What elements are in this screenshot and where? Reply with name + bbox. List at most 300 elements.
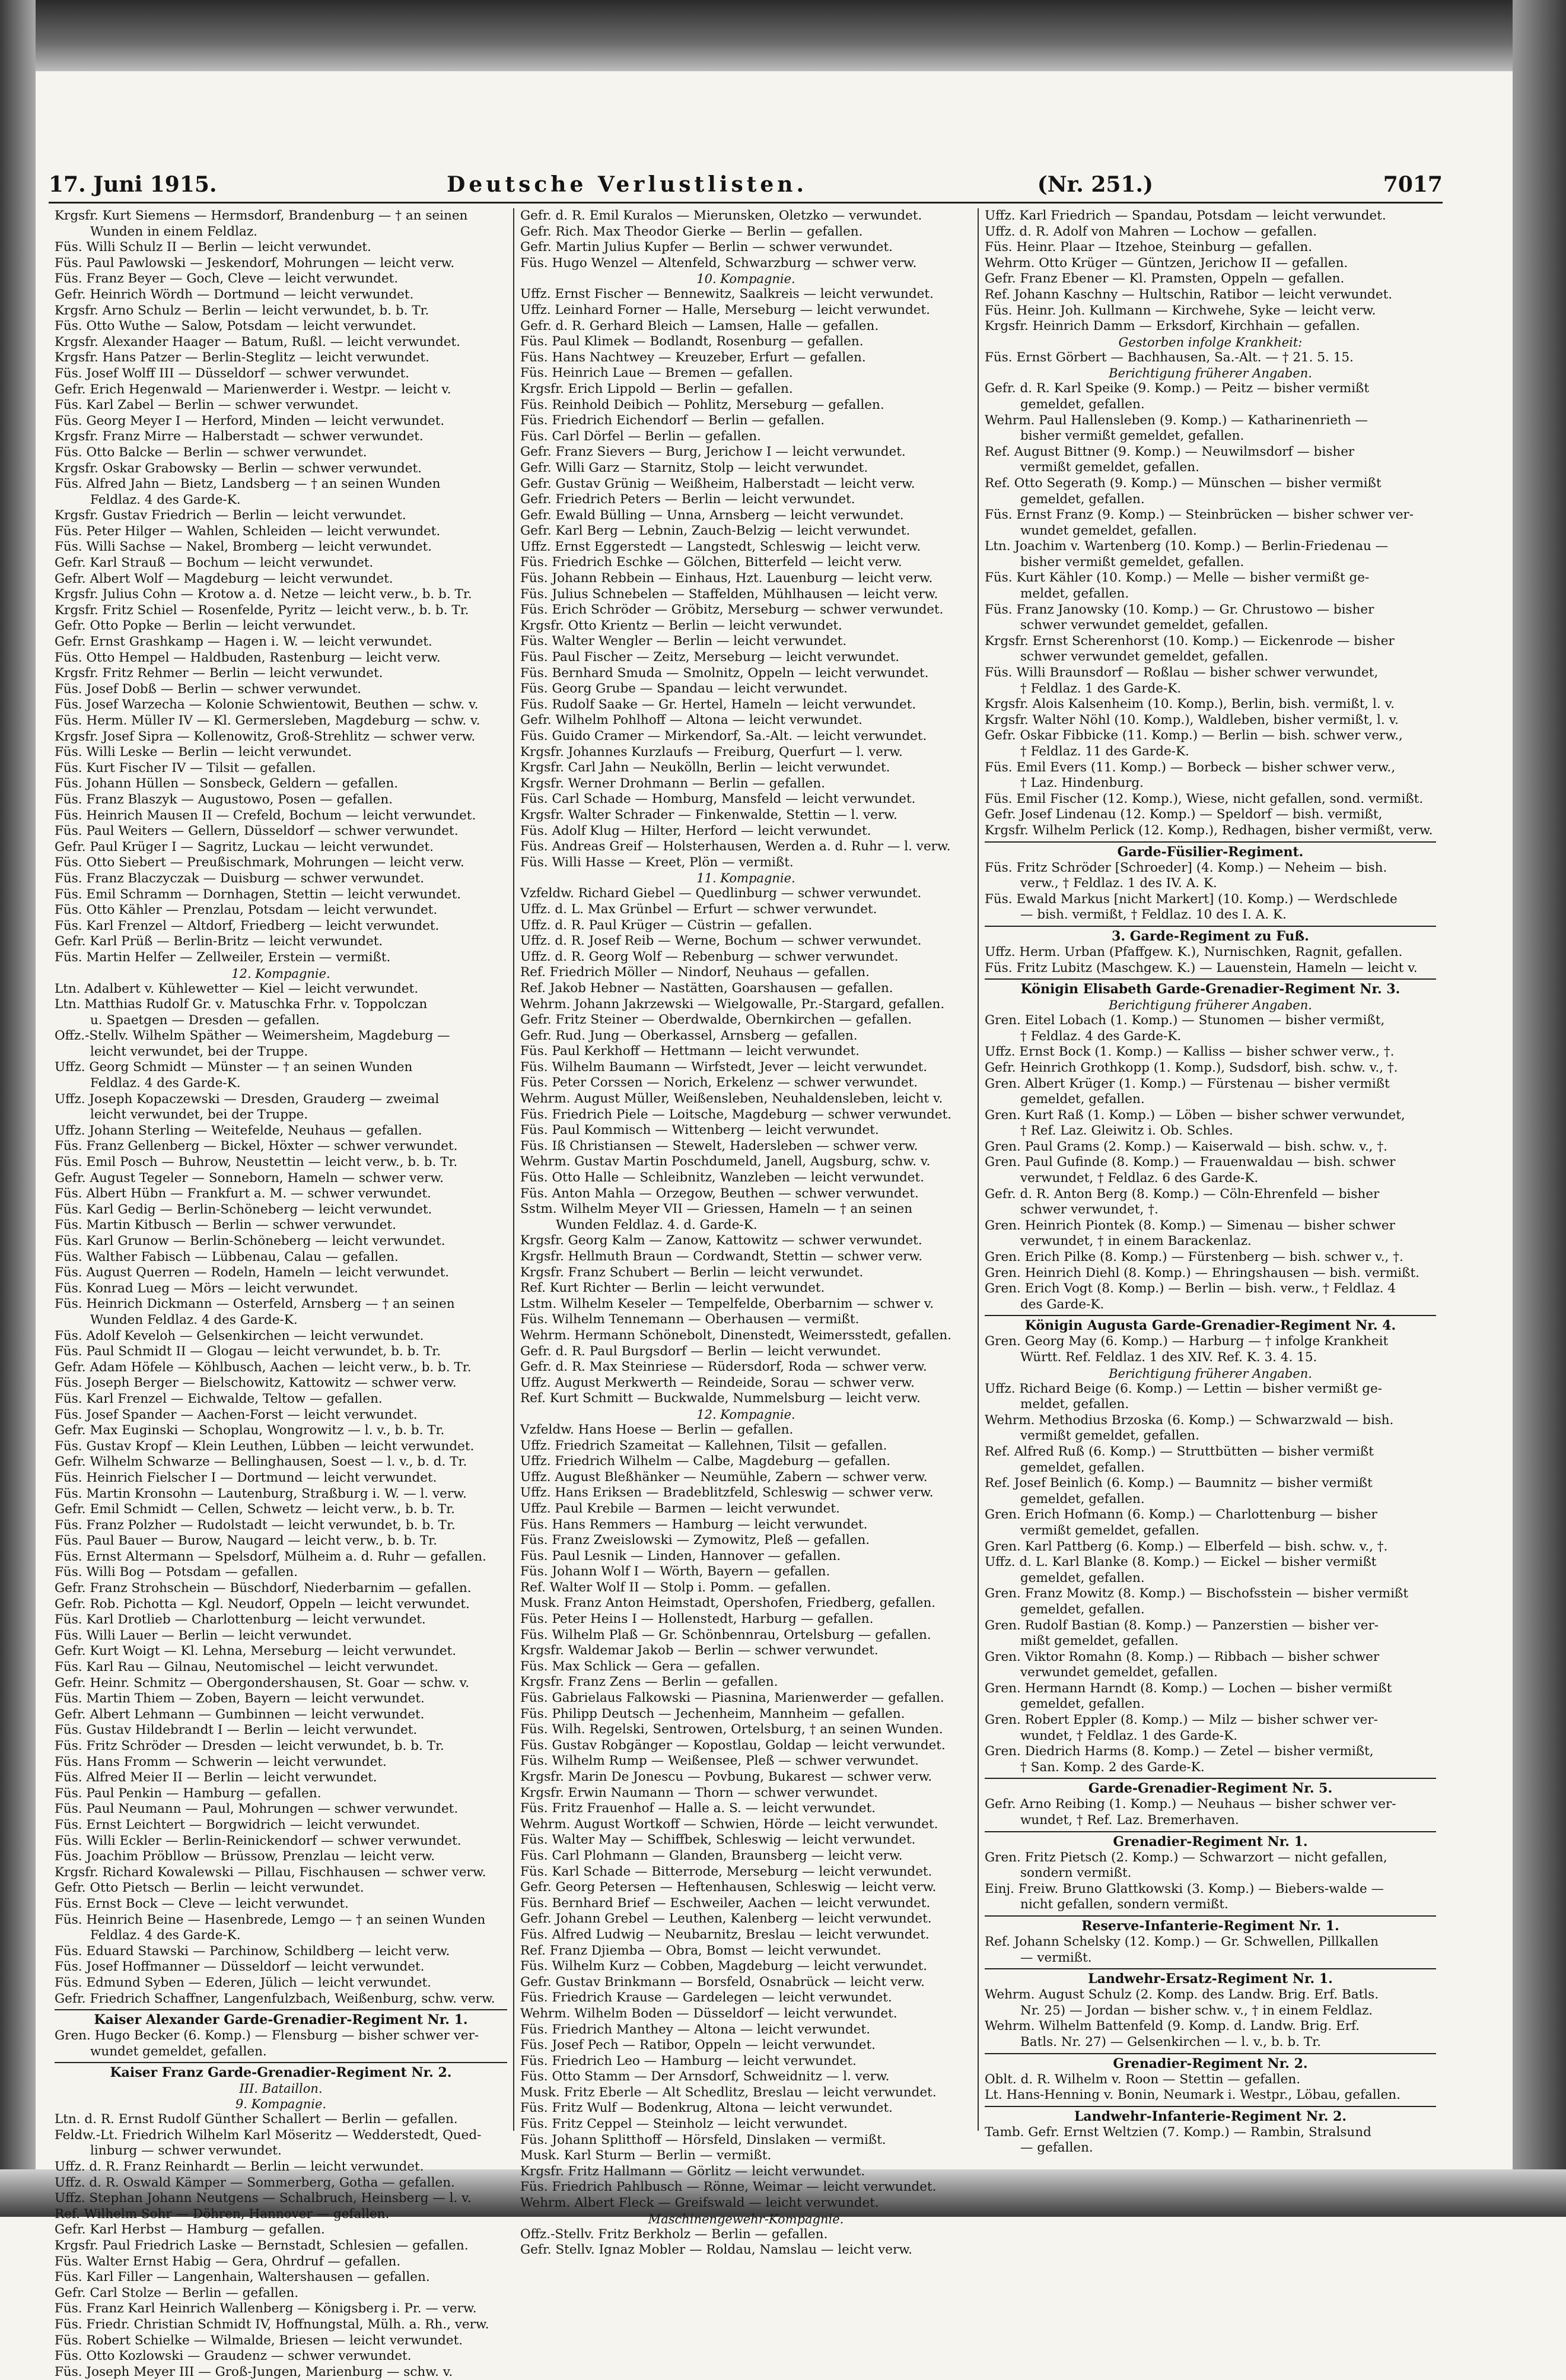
entry-line: Ref. Friedrich Möller — Nindorf, Neuhaus — gefallen. — [520, 965, 870, 980]
entry-line: Sstm. Wilhelm Meyer VII — Griessen, Hameln — † an seinen — [520, 1202, 913, 1217]
header-page-number: 7017 — [1383, 172, 1443, 197]
entry-line: Uffz. Paul Krebile — Barmen — leicht verwundet. — [520, 1501, 840, 1516]
entry-continuation: vermißt gemeldet, gefallen. — [1020, 1428, 1199, 1444]
entry-line: Gefr. Paul Krüger I — Sagritz, Luckau — leicht verwundet. — [55, 839, 434, 854]
entry-line: Gren. Diedrich Harms (8. Komp.) — Zetel — bisher vermißt, — [985, 1744, 1374, 1759]
entry-line: Füs. Peter Heins I — Hollenstedt, Harburg — gefallen. — [520, 1612, 874, 1627]
entry-line: Ref. Johann Kaschny — Hultschin, Ratibor — leicht verwundet. — [985, 287, 1393, 302]
entry-continuation: — vermißt. — [1020, 1950, 1092, 1965]
entry-line: Füs. Gustav Robgänger — Kopostlau, Goldap — leicht verwundet. — [520, 1737, 946, 1753]
entry-line: Oblt. d. R. Wilhelm v. Roon — Stettin — gefallen. — [985, 2071, 1301, 2087]
entry-line: Füs. Karl Frenzel — Altdorf, Friedberg — leicht verwundet. — [55, 918, 440, 933]
entry-line: Uffz. d. L. Karl Blanke (8. Komp.) — Eickel — bisher vermißt — [985, 1555, 1377, 1570]
entry-line: Gren. Erich Vogt (8. Komp.) — Berlin — bish. verw., † Feldlaz. 4 — [985, 1281, 1396, 1297]
entry-continuation: leicht verwundet, bei der Truppe. — [90, 1044, 308, 1059]
entry-line: Füs. Josef Spander — Aachen-Forst — leicht verwundet. — [55, 1407, 418, 1422]
entry-line: Füs. Bernhard Brief — Eschweiler, Aachen — leicht verwundet. — [520, 1895, 931, 1911]
entry-line: Uffz. Joseph Kopaczewski — Dresden, Grauderg — zweimal — [55, 1091, 440, 1107]
entry-line: Krgsfr. Carl Jahn — Neukölln, Berlin — leicht verwundet. — [520, 760, 890, 776]
entry-line: Wehrm. Albert Fleck — Greifswald — leicht verwundet. — [520, 2195, 879, 2211]
entry-line: Füs. Max Schlick — Gera — gefallen. — [520, 1658, 760, 1674]
section-heading: Reserve-Infanterie-Regiment Nr. 1. — [985, 1915, 1436, 1934]
entry-line: Krgsfr. Marin De Jonescu — Povbung, Bukarest — schwer verw. — [520, 1769, 932, 1784]
section-heading: Königin Augusta Garde-Grenadier-Regiment Nr. 4. — [985, 1315, 1436, 1334]
entry-line: Ref. August Bittner (9. Komp.) — Neuwilmsdorf — bisher — [985, 444, 1355, 459]
entry-line: Krgsfr. Wilhelm Perlick (12. Komp.), Redhagen, bisher vermißt, verw. — [985, 822, 1433, 838]
entry-continuation: — bish. vermißt, † Feldlaz. 10 des I. A. K. — [1020, 907, 1287, 923]
subsection-heading: Maschinengewehr-Kompagnie. — [648, 2211, 844, 2226]
entry-line: Wehrm. August Wortkoff — Schwien, Hörde — leicht verwundet. — [520, 1816, 938, 1832]
subsection-heading: 9. Kompagnie. — [235, 2097, 327, 2112]
subsection-heading: Berichtigung früherer Angaben. — [1109, 1366, 1312, 1381]
entry-line: Gefr. d. R. Emil Kuralos — Mierunsken, Oletzko — verwundet. — [520, 208, 922, 223]
entry-line: Füs. Willi Lauer — Berlin — leicht verwundet. — [55, 1628, 352, 1643]
entry-line: Füs. Alfred Ludwig — Neubarnitz, Breslau — leicht verwundet. — [520, 1927, 930, 1942]
entry-line: Füs. Friedrich Krause — Gardelegen — leicht verwundet. — [520, 1990, 892, 2006]
page-header — [49, 172, 1443, 204]
entry-line: Uffz. Herm. Urban (Pfaffgew. K.), Nurnischken, Ragnit, gefallen. — [985, 944, 1403, 959]
entry-line: Uffz. d. L. Max Grünbel — Erfurt — schwer verwundet. — [520, 901, 877, 917]
entry-line: Füs. Guido Cramer — Mirkendorf, Sa.-Alt. — leicht verwundet. — [520, 729, 927, 743]
entry-continuation: Wunden in einem Feldlaz. — [90, 224, 257, 239]
entry-line: Füs. Walter Ernst Habig — Gera, Ohrdruf — gefallen. — [55, 2254, 401, 2269]
entry-line: Gefr. d. R. Karl Speike (9. Komp.) — Peitz — bisher vermißt — [985, 381, 1369, 396]
entry-line: Füs. Wilhelm Rump — Weißensee, Pleß — schwer verwundet. — [520, 1753, 919, 1769]
entry-continuation: Feldlaz. 4 des Garde-K. — [90, 1076, 241, 1091]
entry-line: Füs. Andreas Greif — Holsterhausen, Werden a. d. Ruhr — l. verw. — [520, 839, 951, 854]
entry-line: Gren. Hermann Harndt (8. Komp.) — Lochen — bisher vermißt — [985, 1680, 1392, 1696]
entry-continuation: schwer verwundet gemeldet, gefallen. — [1020, 618, 1269, 633]
entry-line: Füs. Hans Remmers — Hamburg — leicht verwundet. — [520, 1517, 868, 1532]
entry-line: Füs. Karl Frenzel — Eichwalde, Teltow — gefallen. — [55, 1391, 383, 1406]
entry-line: Krgsfr. Richard Kowalewski — Pillau, Fischhausen — schwer verw. — [55, 1864, 486, 1880]
entry-continuation: Feldlaz. 4 des Garde-K. — [90, 1928, 241, 1943]
column-2 — [513, 208, 978, 2258]
entry-line: Füs. Paul Neumann — Paul, Mohrungen — schwer verwundet. — [55, 1801, 459, 1817]
entry-line: Füs. Martin Helfer — Zellweiler, Erstein — vermißt. — [55, 949, 391, 965]
entry-line: Uffz. Friedrich Szameitat — Kallehnen, Tilsit — gefallen. — [520, 1438, 887, 1453]
entry-continuation: — gefallen. — [1020, 2140, 1093, 2156]
entry-line: Füs. Gustav Hildebrandt I — Berlin — leicht verwundet. — [55, 1723, 418, 1738]
entry-line: Füs. Paul Bauer — Burow, Naugard — leicht verw., b. b. Tr. — [55, 1533, 437, 1549]
entry-line: Krgsfr. Fritz Hallmann — Görlitz — leicht verwundet. — [520, 2163, 865, 2179]
entry-continuation: schwer verwundet gemeldet, gefallen. — [1020, 649, 1269, 665]
entry-line: Krgsfr. Hellmuth Braun — Cordwandt, Stettin — schwer verw. — [520, 1249, 923, 1264]
entry-line: Gefr. August Tegeler — Sonneborn, Hameln — schwer verw. — [55, 1170, 444, 1186]
entry-line: Füs. Gustav Kropf — Klein Leuthen, Lübben — leicht verwundet. — [55, 1438, 475, 1454]
section-heading: Garde-Grenadier-Regiment Nr. 5. — [985, 1778, 1436, 1797]
entry-line: Gefr. Heinrich Grothkopp (1. Komp.), Sudsdorf, bish. schw. v., †. — [985, 1060, 1398, 1075]
entry-line: Füs. Emil Fischer (12. Komp.), Wiese, nicht gefallen, sond. vermißt. — [985, 791, 1424, 806]
entry-line: Füs. Johann Wolf I — Wörth, Bayern — gefallen. — [520, 1564, 830, 1580]
entry-line: Füs. Peter Hilger — Wahlen, Schleiden — leicht verwundet. — [55, 523, 441, 539]
entry-line: Füs. Carl Plohmann — Glanden, Braunsberg — leicht verw. — [520, 1848, 903, 1863]
entry-line: Füs. Josef Wolff III — Düsseldorf — schwer verwundet. — [55, 366, 410, 381]
entry-line: Wehrm. August Müller, Weißensleben, Neuhaldensleben, leicht v. — [520, 1091, 943, 1107]
entry-line: Krgsfr. Fritz Schiel — Rosenfelde, Pyritz — leicht verw., b. b. Tr. — [55, 602, 469, 618]
entry-line: Füs. Fritz Schröder [Schroeder] (4. Komp.) — Neheim — bish. — [985, 860, 1387, 875]
entry-continuation: mißt gemeldet, gefallen. — [1020, 1634, 1179, 1649]
entry-line: Uffz. Friedrich Wilhelm — Calbe, Magdeburg — gefallen. — [520, 1454, 890, 1469]
entry-line: Gefr. Martin Julius Kupfer — Berlin — schwer verwundet. — [520, 240, 893, 255]
entry-line: Füs. Albert Hübn — Frankfurt a. M. — schwer verwundet. — [55, 1186, 431, 1202]
entry-line: Füs. Carl Dörfel — Berlin — gefallen. — [520, 428, 761, 444]
entry-line: Füs. Otto Kähler — Prenzlau, Potsdam — leicht verwundet. — [55, 903, 438, 918]
entry-line: Füs. Walter May — Schiffbek, Schleswig — leicht verwundet. — [520, 1832, 916, 1848]
entry-line: Einj. Freiw. Bruno Glattkowski (3. Komp.) — Biebers-walde — — [985, 1881, 1384, 1896]
entry-line: Ref. Kurt Schmitt — Buckwalde, Nummelsburg — leicht verw. — [520, 1391, 921, 1406]
entry-line: Uffz. Leinhard Forner — Halle, Merseburg — leicht verwundet. — [520, 302, 930, 317]
entry-line: Füs. Fritz Lubitz (Maschgew. K.) — Lauenstein, Hameln — leicht v. — [985, 960, 1418, 975]
entry-line: Krgsfr. Ernst Scherenhorst (10. Komp.) — Eickenrode — bisher — [985, 633, 1395, 649]
scan-border-top — [0, 0, 1566, 71]
entry-line: Krgsfr. Franz Zens — Berlin — gefallen. — [520, 1674, 778, 1690]
entry-line: Gren. Fritz Pietsch (2. Komp.) — Schwarzort — nicht gefallen, — [985, 1850, 1387, 1865]
entry-line: Füs. Herm. Müller IV — Kl. Germersleben, Magdeburg — schw. v. — [55, 713, 480, 728]
entry-continuation: verwundet, † in einem Barackenlaz. — [1020, 1234, 1252, 1249]
entry-continuation: † Laz. Hindenburg. — [1020, 776, 1144, 791]
entry-line: Gefr. Ernst Grashkamp — Hagen i. W. — leicht verwundet. — [55, 634, 432, 650]
subsection-heading: Berichtigung früherer Angaben. — [1109, 366, 1312, 381]
entry-continuation: wundet, † Ref. Laz. Bremerhaven. — [1020, 1813, 1239, 1828]
entry-line: Füs. Willi Leske — Berlin — leicht verwundet. — [55, 745, 352, 760]
entry-line: Ref. Johann Schelsky (12. Komp.) — Gr. Schwellen, Pillkallen — [985, 1934, 1379, 1949]
columns — [49, 208, 1443, 2379]
entry-line: Füs. Joseph Berger — Bielschowitz, Kattowitz — schwer verw. — [55, 1375, 457, 1391]
entry-line: Krgsfr. Franz Mirre — Halberstadt — schwer verwundet. — [55, 429, 424, 444]
entry-line: Füs. Otto Siebert — Preußischmark, Mohrungen — leicht verw. — [55, 855, 464, 870]
section-heading: Grenadier-Regiment Nr. 1. — [985, 1831, 1436, 1850]
entry-line: Offz.-Stellv. Wilhelm Späther — Weimersheim, Magdeburg — — [55, 1028, 450, 1044]
column-3 — [978, 208, 1442, 2156]
entry-line: Krgsfr. Oskar Grabowsky — Berlin — schwer verwundet. — [55, 460, 422, 476]
entry-continuation: meldet, gefallen. — [1020, 1397, 1129, 1412]
entry-line: Gren. Hugo Becker (6. Komp.) — Flensburg — bisher schwer ver- — [55, 2028, 479, 2044]
entry-line: Füs. Erich Schröder — Gröbitz, Merseburg — schwer verwundet. — [520, 602, 944, 618]
header-issue: (Nr. 251.) — [1037, 172, 1154, 197]
entry-continuation: nicht gefallen, sondern vermißt. — [1020, 1897, 1228, 1912]
entry-line: Gren. Heinrich Piontek (8. Komp.) — Simenau — bisher schwer — [985, 1218, 1395, 1233]
entry-line: Krgsfr. Alois Kalsenheim (10. Komp.), Berlin, bish. vermißt, l. v. — [985, 697, 1395, 712]
entry-line: Gefr. Johann Grebel — Leuthen, Kalenberg — leicht verwundet. — [520, 1911, 932, 1927]
entry-line: Füs. Gabrielaus Falkowski — Piasnina, Marienwerder — gefallen. — [520, 1691, 944, 1706]
entry-line: Gefr. Ewald Bülling — Unna, Arnsberg — leicht verwundet. — [520, 507, 904, 523]
entry-continuation: gemeldet, gefallen. — [1020, 1602, 1145, 1617]
entry-line: Ltn. Adalbert v. Kühlewetter — Kiel — leicht verwundet. — [55, 981, 419, 996]
entry-line: Uffz. d. R. Franz Reinhardt — Berlin — leicht verwundet. — [55, 2159, 424, 2175]
entry-line: Füs. Johann Rebbein — Einhaus, Hzt. Lauenburg — leicht verw. — [520, 571, 933, 586]
entry-line: Krgsfr. Heinrich Damm — Erksdorf, Kirchhain — gefallen. — [985, 319, 1360, 334]
entry-line: Gefr. Karl Prüß — Berlin-Britz — leicht verwundet. — [55, 934, 383, 949]
entry-line: Füs. Iß Christiansen — Stewelt, Hadersleben — schwer verw. — [520, 1138, 918, 1154]
section-heading: 3. Garde-Regiment zu Fuß. — [985, 926, 1436, 945]
entry-line: Füs. Johann Hüllen — Sonsbeck, Geldern — gefallen. — [55, 776, 399, 792]
entry-line: Uffz. August Merkwerth — Reindeide, Sorau — schwer verw. — [520, 1375, 915, 1390]
entry-line: Füs. Konrad Lueg — Mörs — leicht verwundet. — [55, 1280, 358, 1296]
entry-line: Füs. Emil Schramm — Dornhagen, Stettin — leicht verwundet. — [55, 886, 461, 902]
entry-line: Füs. Friedrich Eschke — Gölchen, Bitterfeld — leicht verw. — [520, 555, 902, 570]
entry-line: Wehrm. Gustav Martin Poschdumeld, Janell, Augsburg, schw. v. — [520, 1154, 931, 1170]
entry-line: Füs. Heinr. Joh. Kullmann — Kirchwehe, Syke — leicht verw. — [985, 303, 1376, 318]
entry-line: Gefr. Friedrich Schaffner, Langenfulzbach, Weißenburg, schw. verw. — [55, 1991, 495, 2006]
entry-line: Füs. Willi Sachse — Nakel, Bromberg — leicht verwundet. — [55, 539, 432, 555]
section-heading: Garde-Füsilier-Regiment. — [985, 841, 1436, 860]
entry-line: Musk. Fritz Eberle — Alt Schedlitz, Breslau — leicht verwundet. — [520, 2085, 937, 2100]
entry-continuation: gemeldet, gefallen. — [1020, 1092, 1145, 1107]
entry-line: Füs. Josef Pech — Ratibor, Oppeln — leicht verwundet. — [520, 2038, 876, 2053]
entry-line: Krgsfr. Arno Schulz — Berlin — leicht verwundet, b. b. Tr. — [55, 303, 429, 318]
column-1 — [49, 208, 513, 2379]
entry-line: Wehrm. Wilhelm Boden — Düsseldorf — leicht verwundet. — [520, 2006, 897, 2021]
section-heading: Kaiser Alexander Garde-Grenadier-Regiment Nr. 1. — [55, 2009, 507, 2028]
entry-line: Füs. Fritz Frauenhof — Halle a. S. — leicht verwundet. — [520, 1801, 876, 1816]
entry-line: Ref. Franz Djiemba — Obra, Bomst — leicht verwundet. — [520, 1943, 881, 1958]
entry-line: Füs. Georg Meyer I — Herford, Minden — leicht verwundet. — [55, 413, 445, 428]
scan-border-right — [1513, 0, 1566, 2217]
entry-line: Krgsfr. Franz Schubert — Berlin — leicht verwundet. — [520, 1264, 864, 1280]
entry-line: Füs. Paul Pawlowski — Jeskendorf, Mohrungen — leicht verw. — [55, 255, 455, 271]
entry-line: Gefr. Franz Strohschein — Büschdorf, Niederbarnim — gefallen. — [55, 1581, 472, 1596]
entry-line: Krgsfr. Gustav Friedrich — Berlin — leicht verwundet. — [55, 508, 406, 523]
entry-line: Gren. Karl Pattberg (6. Komp.) — Elberfeld — bish. schw. v., †. — [985, 1539, 1388, 1554]
entry-line: Füs. Walther Fabisch — Lübbenau, Calau — gefallen. — [55, 1249, 399, 1264]
entry-line: Füs. Willi Schulz II — Berlin — leicht verwundet. — [55, 240, 371, 255]
entry-line: Gefr. Stellv. Ignaz Mobler — Roldau, Namslau — leicht verw. — [520, 2242, 912, 2258]
entry-line: Füs. Franz Gellenberg — Bickel, Höxter — schwer verwundet. — [55, 1139, 458, 1154]
entry-line: Wehrm. Paul Hallensleben (9. Komp.) — Katharinenrieth — — [985, 412, 1368, 428]
entry-line: Krgsfr. Walter Schrader — Finkenwalde, Stettin — l. verw. — [520, 807, 897, 822]
entry-line: Füs. Friedrich Manthey — Altona — leicht verwundet. — [520, 2022, 870, 2037]
entry-line: Gren. Robert Eppler (8. Komp.) — Milz — bisher schwer ver- — [985, 1712, 1378, 1728]
entry-line: Ref. Alfred Ruß (6. Komp.) — Struttbütten — bisher vermißt — [985, 1444, 1374, 1459]
entry-line: Uffz. Karl Friedrich — Spandau, Potsdam — leicht verwundet. — [985, 208, 1386, 223]
entry-line: Gren. Kurt Raß (1. Komp.) — Löben — bisher schwer verwundet, — [985, 1107, 1405, 1123]
entry-line: Füs. Anton Mahla — Orzegow, Beuthen — schwer verwundet. — [520, 1186, 919, 1201]
section-heading: Landwehr-Ersatz-Regiment Nr. 1. — [985, 1968, 1436, 1987]
entry-line: Füs. Walter Wengler — Berlin — leicht verwundet. — [520, 634, 847, 649]
entry-line: Füs. Wilhelm Kurz — Cobben, Magdeburg — leicht verwundet. — [520, 1959, 927, 1974]
entry-line: Füs. Fritz Ceppel — Steinholz — leicht verwundet. — [520, 2117, 848, 2132]
entry-continuation: linburg — schwer verwundet. — [90, 2143, 282, 2159]
entry-line: Krgsfr. Johannes Kurzlaufs — Freiburg, Querfurt — l. verw. — [520, 744, 903, 760]
subsection-heading: 12. Kompagnie. — [231, 966, 330, 981]
entry-line: Füs. Karl Grunow — Berlin-Schöneberg — leicht verwundet. — [55, 1234, 445, 1248]
entry-line: Füs. Johann Splitthoff — Hörsfeld, Dinslaken — vermißt. — [520, 2132, 886, 2147]
entry-line: Gefr. Wilhelm Schwarze — Bellinghausen, Soest — l. v., b. d. Tr. — [55, 1454, 467, 1470]
entry-line: Gefr. Gustav Brinkmann — Borsfeld, Osnabrück — leicht verw. — [520, 1974, 925, 1990]
section-heading: Landwehr-Infanterie-Regiment Nr. 2. — [985, 2106, 1436, 2125]
entry-line: Krgsfr. Hans Patzer — Berlin-Steglitz — leicht verwundet. — [55, 350, 429, 366]
entry-line: Füs. Friedrich Piele — Loitsche, Magdeburg — schwer verwundet. — [520, 1107, 952, 1122]
entry-continuation: sondern vermißt. — [1020, 1866, 1132, 1881]
entry-line: Gefr. Gustav Grünig — Weißheim, Halberstadt — leicht verw. — [520, 476, 915, 491]
entry-line: Gefr. Fritz Steiner — Oberdwalde, Obernkirchen — gefallen. — [520, 1012, 912, 1028]
entry-continuation: gemeldet, gefallen. — [1020, 1570, 1145, 1585]
entry-line: Krgsfr. Werner Drohmann — Berlin — gefallen. — [520, 776, 826, 791]
entry-continuation: meldet, gefallen. — [1020, 586, 1129, 602]
entry-line: Füs. Peter Corssen — Norich, Erkelenz — schwer verwundet. — [520, 1075, 918, 1091]
entry-line: Füs. Franz Blaczyczak — Duisburg — schwer verwundet. — [55, 870, 425, 886]
entry-line: Füs. Hans Nachtwey — Kreuzeber, Erfurt — gefallen. — [520, 349, 866, 365]
entry-line: Gefr. Emil Schmidt — Cellen, Schwetz — leicht verw., b. b. Tr. — [55, 1502, 455, 1517]
subsection-heading: 11. Kompagnie. — [696, 871, 795, 886]
entry-line: Gefr. Albert Lehmann — Gumbinnen — leicht verwundet. — [55, 1707, 425, 1722]
entry-line: Wehrm. Hermann Schönebolt, Dinenstedt, Weimersstedt, gefallen. — [520, 1327, 952, 1343]
section-heading: Königin Elisabeth Garde-Grenadier-Regiment Nr. 3. — [985, 978, 1436, 997]
entry-line: Füs. Martin Kronsohn — Lautenburg, Straßburg i. W. — l. verw. — [55, 1486, 467, 1501]
entry-line: Füs. Karl Drotlieb — Charlottenburg — leicht verwundet. — [55, 1612, 426, 1628]
subsection-heading: III. Bataillon. — [239, 2082, 323, 2096]
entry-line: Füs. Friedrich Eichendorf — Berlin — gefallen. — [520, 413, 825, 428]
entry-line: Uffz. Ernst Fischer — Bennewitz, Saalkreis — leicht verwundet. — [520, 287, 934, 302]
entry-line: Gefr. Adam Höfele — Köhlbusch, Aachen — leicht verw., b. b. Tr. — [55, 1359, 472, 1375]
entry-line: Gren. Heinrich Diehl (8. Komp.) — Ehringshausen — bish. vermißt. — [985, 1265, 1419, 1280]
entry-line: Gefr. Friedrich Peters — Berlin — leicht verwundet. — [520, 492, 855, 507]
entry-line: Füs. Carl Schade — Homburg, Mansfeld — leicht verwundet. — [520, 792, 916, 807]
entry-continuation: Nr. 25) — Jordan — bisher schw. v., † in einem Feldlaz. — [1020, 2003, 1373, 2018]
entry-line: Füs. Adolf Keveloh — Gelsenkirchen — leicht verwundet. — [55, 1328, 424, 1343]
entry-line: Füs. Karl Gedig — Berlin-Schöneberg — leicht verwundet. — [55, 1202, 432, 1217]
entry-line: Füs. Ernst Bock — Cleve — leicht verwundet. — [55, 1896, 349, 1911]
entry-line: Füs. Heinrich Dickmann — Osterfeld, Arnsberg — † an seinen — [55, 1297, 455, 1312]
entry-line: Füs. Karl Zabel — Berlin — schwer verwundet. — [55, 398, 359, 413]
entry-line: Krgsfr. Erich Lippold — Berlin — gefallen. — [520, 381, 793, 396]
entry-line: Uffz. Georg Schmidt — Münster — † an seinen Wunden — [55, 1060, 413, 1075]
entry-line: Füs. Paul Penkin — Hamburg — gefallen. — [55, 1785, 322, 1801]
entry-line: Füs. Josef Hoffmanner — Düsseldorf — leicht verwundet. — [55, 1959, 425, 1975]
entry-line: Füs. Adolf Klug — Hilter, Herford — leicht verwundet. — [520, 823, 871, 838]
entry-line: Gefr. Otto Pietsch — Berlin — leicht verwundet. — [55, 1880, 364, 1896]
entry-line: Füs. Edmund Syben — Ederen, Jülich — leicht verwundet. — [55, 1975, 431, 1990]
entry-line: Füs. Franz Polzher — Rudolstadt — leicht verwundet, b. b. Tr. — [55, 1517, 456, 1533]
entry-line: Füs. Martin Thiem — Zoben, Bayern — leicht verwundet. — [55, 1691, 425, 1707]
entry-line: Füs. Alfred Meier II — Berlin — leicht verwundet. — [55, 1770, 377, 1785]
entry-line: Füs. Ernst Franz (9. Komp.) — Steinbrücken — bisher schwer ver- — [985, 507, 1414, 523]
entry-line: Krgsfr. Fritz Rehmer — Berlin — leicht verwundet. — [55, 666, 383, 681]
entry-line: Gefr. Oskar Fibbicke (11. Komp.) — Berlin — bish. schwer verw., — [985, 728, 1403, 743]
entry-line: Füs. Robert Schielke — Wilmalde, Briesen — leicht verwundet. — [55, 2333, 463, 2348]
entry-line: Füs. Otto Hempel — Haldbuden, Rastenburg — leicht verw. — [55, 650, 441, 665]
entry-line: Uffz. Richard Beige (6. Komp.) — Lettin — bisher vermißt ge- — [985, 1381, 1382, 1396]
entry-line: Gefr. Willi Garz — Starnitz, Stolp — leicht verwundet. — [520, 460, 868, 475]
entry-continuation: leicht verwundet, bei der Truppe. — [90, 1107, 308, 1123]
entry-line: Füs. Franz Janowsky (10. Komp.) — Gr. Chrustowo — bisher — [985, 602, 1374, 617]
entry-continuation: Wunden Feldlaz. 4. d. Garde-K. — [556, 1217, 757, 1232]
entry-line: Füs. Otto Wuthe — Salow, Potsdam — leicht verwundet. — [55, 319, 416, 334]
entry-line: Gren. Erich Pilke (8. Komp.) — Fürstenberg — bish. schwer v., †. — [985, 1250, 1403, 1265]
entry-line: Krgsfr. Kurt Siemens — Hermsdorf, Brandenburg — † an seinen — [55, 208, 468, 223]
entry-line: Wehrm. Wilhelm Battenfeld (9. Komp. d. Landw. Brig. Erf. — [985, 2019, 1360, 2034]
entry-line: Füs. Paul Fischer — Zeitz, Merseburg — leicht verwundet. — [520, 650, 900, 665]
entry-line: Füs. Bernhard Smuda — Smolnitz, Oppeln — leicht verwundet. — [520, 665, 929, 681]
entry-line: Ref. Kurt Richter — Berlin — leicht verwundet. — [520, 1280, 825, 1296]
entry-line: Füs. Ernst Görbert — Bachhausen, Sa.-Alt. — † 21. 5. 15. — [985, 349, 1354, 365]
entry-continuation: schwer verwundet, †. — [1020, 1202, 1158, 1218]
entry-line: Krgsfr. Walter Nöhl (10. Komp.), Waldleben, bisher vermißt, l. v. — [985, 712, 1399, 727]
entry-line: Ref. Jakob Hebner — Nastätten, Goarshausen — gefallen. — [520, 980, 893, 996]
entry-line: Gefr. Georg Petersen — Heftenhausen, Schleswig — leicht verw. — [520, 1880, 937, 1895]
entry-continuation: verwundet, † Feldlaz. 6 des Garde-K. — [1020, 1171, 1259, 1186]
entry-line: Füs. Heinrich Laue — Bremen — gefallen. — [520, 366, 793, 381]
entry-line: Füs. Franz Zweislowski — Zymowitz, Pleß — gefallen. — [520, 1533, 870, 1548]
entry-line: Uffz. d. R. Adolf von Mahren — Lochow — gefallen. — [985, 224, 1317, 239]
entry-continuation: wundet gemeldet, gefallen. — [1020, 523, 1197, 538]
entry-continuation: Württ. Ref. Feldlaz. 1 des XIV. Ref. K. 3. 4. 15. — [1020, 1350, 1317, 1365]
entry-line: Füs. Heinrich Beine — Hasenbrede, Lemgo — † an seinen Wunden — [55, 1912, 486, 1927]
entry-line: Füs. Emil Posch — Buhrow, Neustettin — leicht verw., b. b. Tr. — [55, 1155, 458, 1170]
entry-line: Vzfeldw. Richard Giebel — Quedlinburg — schwer verwundet. — [520, 886, 922, 901]
subsection-heading: 12. Kompagnie. — [696, 1407, 795, 1422]
entry-continuation: bisher vermißt gemeldet, gefallen. — [1020, 428, 1244, 444]
section-heading: Kaiser Franz Garde-Grenadier-Regiment Nr. 2. — [55, 2062, 507, 2081]
entry-line: Füs. Kurt Kähler (10. Komp.) — Melle — bisher vermißt ge- — [985, 570, 1370, 586]
entry-continuation: Batls. Nr. 27) — Gelsenkirchen — l. v., b. b. Tr. — [1020, 2034, 1321, 2049]
entry-line: Gefr. Kurt Woigt — Kl. Lehna, Merseburg — leicht verwundet. — [55, 1644, 457, 1659]
entry-line: Füs. Willi Eckler — Berlin-Reinickendorf — schwer verwundet. — [55, 1833, 461, 1848]
entry-line: Füs. Reinhold Deibich — Pohlitz, Merseburg — gefallen. — [520, 397, 884, 412]
entry-line: Füs. Friedr. Christian Schmidt IV, Hoffnungstal, Mülh. a. Rh., verw. — [55, 2317, 489, 2332]
entry-line: Füs. Ernst Leichtert — Borgwidrich — leicht verwundet. — [55, 1817, 421, 1832]
entry-line: Uffz. d. R. Oswald Kämper — Sommerberg, Gotha — gefallen. — [55, 2175, 455, 2190]
entry-line: Füs. Josef Dobß — Berlin — schwer verwundet. — [55, 681, 361, 697]
entry-line: Gren. Erich Hofmann (6. Komp.) — Charlottenburg — bisher — [985, 1507, 1377, 1523]
entry-line: Gefr. Karl Herbst — Hamburg — gefallen. — [55, 2222, 325, 2238]
entry-line: Offz.-Stellv. Fritz Berkholz — Berlin — gefallen. — [520, 2226, 828, 2242]
entry-line: Gefr. Otto Popke — Berlin — leicht verwundet. — [55, 618, 356, 634]
entry-line: Wehrm. Otto Krüger — Güntzen, Jerichow II — gefallen. — [985, 255, 1348, 271]
entry-line: Gefr. d. R. Anton Berg (8. Komp.) — Cöln-Ehrenfeld — bisher — [985, 1186, 1380, 1202]
entry-line: Füs. Willi Bog — Potsdam — gefallen. — [55, 1565, 298, 1580]
entry-continuation: vermißt gemeldet, gefallen. — [1020, 460, 1199, 475]
entry-line: Musk. Franz Anton Heimstadt, Opershofen, Friedberg, gefallen. — [520, 1596, 936, 1611]
entry-continuation: u. Spaetgen — Dresden — gefallen. — [90, 1012, 320, 1028]
entry-line: Füs. Paul Schmidt II — Glogau — leicht verwundet, b. b. Tr. — [55, 1344, 441, 1359]
entry-line: Tamb. Gefr. Ernst Weltzien (7. Komp.) — Rambin, Stralsund — [985, 2124, 1371, 2140]
entry-line: Füs. Martin Kitbusch — Berlin — schwer verwundet. — [55, 1218, 396, 1233]
entry-line: Krgsfr. Julius Cohn — Krotow a. d. Netze — leicht verw., b. b. Tr. — [55, 587, 472, 602]
entry-line: Füs. Karl Filler — Langenhain, Waltershausen — gefallen. — [55, 2270, 430, 2285]
entry-continuation: wundet, † Feldlaz. 1 des Garde-K. — [1020, 1728, 1238, 1743]
entry-line: Füs. Alfred Jahn — Bietz, Landsberg — † an seinen Wunden — [55, 476, 441, 492]
entry-line: Ref. Walter Wolf II — Stolp i. Pomm. — gefallen. — [520, 1580, 831, 1595]
subsection-heading: Gestorben infolge Krankheit: — [1118, 335, 1303, 349]
entry-line: Uffz. Ernst Bock (1. Komp.) — Kalliss — bisher schwer verw., †. — [985, 1044, 1395, 1060]
entry-line: Uffz. Ernst Eggerstedt — Langstedt, Schleswig — leicht verw. — [520, 539, 921, 554]
entry-line: Füs. Heinr. Plaar — Itzehoe, Steinburg — gefallen. — [985, 240, 1313, 255]
entry-line: Füs. Paul Kommisch — Wittenberg — leicht verwundet. — [520, 1123, 879, 1138]
entry-line: Füs. Wilhelm Tennemann — Oberhausen — vermißt. — [520, 1312, 860, 1327]
entry-line: Füs. August Querren — Rodeln, Hameln — leicht verwundet. — [55, 1265, 450, 1280]
entry-line: Gefr. d. R. Max Steinriese — Rüdersdorf, Roda — schwer verw. — [520, 1359, 927, 1375]
entry-line: Füs. Friedrich Pahlbusch — Rönne, Weimar — leicht verwundet. — [520, 2179, 937, 2195]
entry-line: Gefr. Josef Lindenau (12. Komp.) — Speldorf — bish. vermißt, — [985, 807, 1383, 822]
newspaper-page — [49, 172, 1443, 2379]
entry-line: Ltn. Matthias Rudolf Gr. v. Matuschka Frhr. v. Toppolczan — [55, 997, 428, 1012]
entry-line: Füs. Paul Lesnik — Linden, Hannover — gefallen. — [520, 1548, 841, 1564]
entry-line: Füs. Franz Karl Heinrich Wallenberg — Königsberg i. Pr. — verw. — [55, 2301, 477, 2317]
entry-line: Gefr. Rud. Jung — Oberkassel, Arnsberg — gefallen. — [520, 1028, 858, 1043]
entry-line: Füs. Joachim Pröbllow — Brüssow, Prenzlau — leicht verw. — [55, 1849, 435, 1864]
entry-line: Gren. Albert Krüger (1. Komp.) — Fürstenau — bisher vermißt — [985, 1076, 1390, 1091]
entry-continuation: † Ref. Laz. Gleiwitz i. Ob. Schles. — [1020, 1123, 1233, 1139]
entry-line: Füs. Kurt Fischer IV — Tilsit — gefallen. — [55, 760, 316, 776]
entry-line: Krgsfr. Paul Friedrich Laske — Bernstadt, Schlesien — gefallen. — [55, 2238, 469, 2254]
entry-line: Ltn. d. R. Ernst Rudolf Günther Schallert — Berlin — gefallen. — [55, 2112, 458, 2127]
entry-line: Gren. Paul Gufinde (8. Komp.) — Frauenwaldau — bish. schwer — [985, 1155, 1396, 1170]
entry-line: Gefr. Franz Sievers — Burg, Jerichow I — leicht verwundet. — [520, 444, 906, 460]
entry-continuation: wundet gemeldet, gefallen. — [90, 2044, 267, 2059]
entry-line: Uffz. Johann Sterling — Weitefelde, Neuhaus — gefallen. — [55, 1123, 422, 1138]
